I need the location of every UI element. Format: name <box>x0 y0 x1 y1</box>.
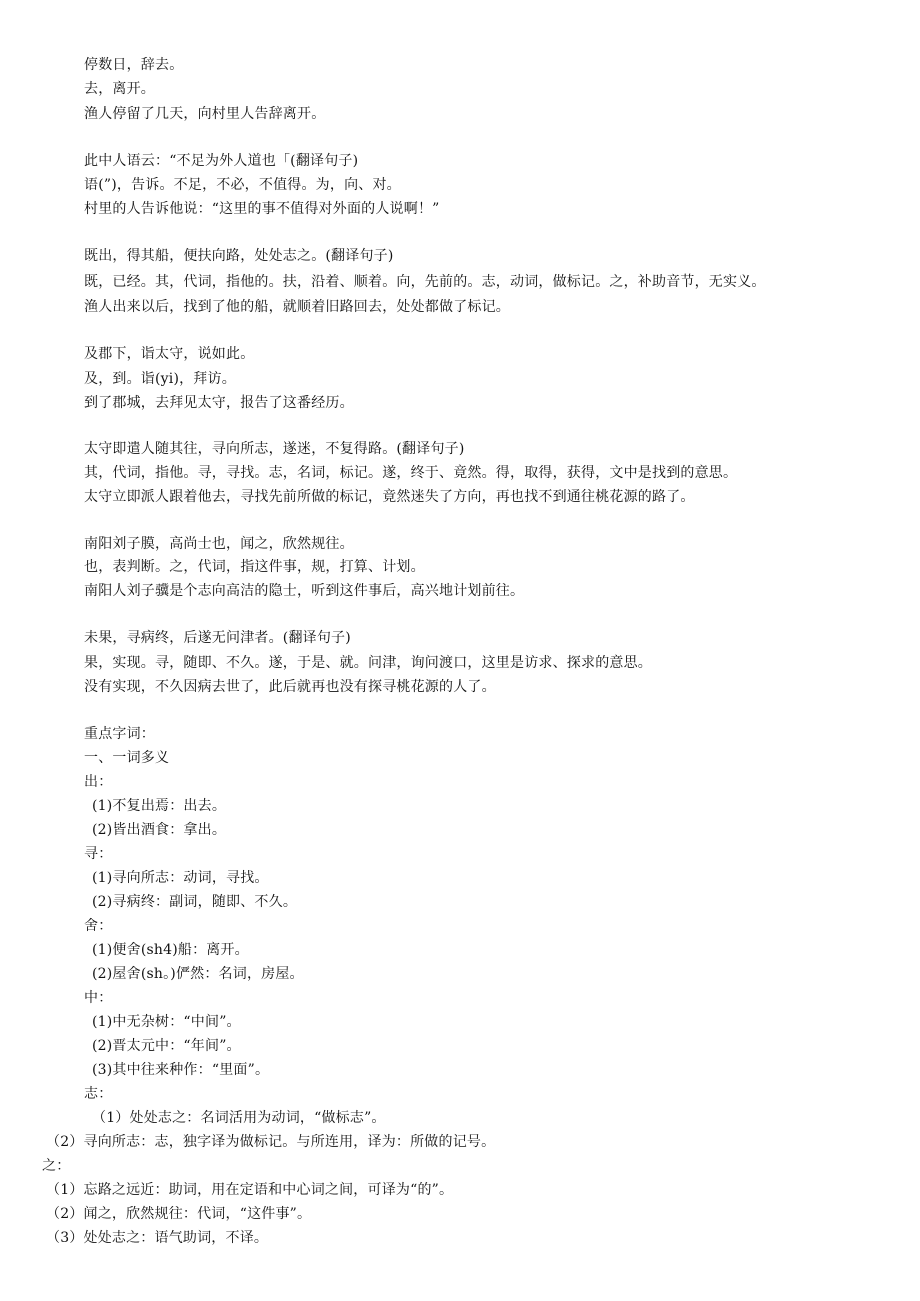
text-line: 未果，寻病终，后遂无问津者。(翻译句子) <box>84 630 351 646</box>
text-line: 没有实现，不久因病去世了，此后就再也没有探寻桃花源的人了。 <box>84 679 496 695</box>
term-heading: 中： <box>84 990 113 1006</box>
text-line: 也，表判断。之，代词，指这件事，规，打算、计划。 <box>84 559 425 575</box>
list-item: （1）处处志之：名词活用为动词，“做标志”。 <box>92 1110 386 1126</box>
text-line: 此中人语云：“不足为外人道也「(翻译句子) <box>84 153 359 169</box>
text-line: 既，已经。其，代词，指他的。扶，沿着、顺着。向，先前的。志，动词，做标记。之，补助音节，无实义。 <box>84 274 766 290</box>
list-item: (3)其中往来种作：“里面”。 <box>92 1062 270 1078</box>
term-heading: 舍： <box>84 918 113 934</box>
text-line: 既出，得其船，便扶向路，处处志之。(翻译句子) <box>84 248 394 264</box>
text-line: 南阳人刘子骥是个志向高洁的隐士，听到这件事后，高兴地计划前往。 <box>84 583 525 599</box>
list-item: （2）寻向所志：志，独字译为做标记。与所连用，译为：所做的记号。 <box>46 1134 496 1150</box>
text-line: 及郡下，诣太守，说如此。 <box>84 346 255 362</box>
list-item: (1)中无杂树：“中间”。 <box>92 1014 241 1030</box>
term-heading: 出： <box>84 774 113 790</box>
list-item: (2)寻病终：副词，随即、不久。 <box>92 894 298 910</box>
text-line: 南阳刘子膜，高尚士也，闻之，欣然规往。 <box>84 536 354 552</box>
text-line: 其，代词，指他。寻，寻找。志，名词，标记。遂，终于、竟然。得，取得，获得，文中是找到的意思。 <box>84 465 738 481</box>
text-line: 渔人停留了几天，向村里人告辞离开。 <box>84 106 326 122</box>
text-line: 及，到。诣(yi)，拜访。 <box>84 371 236 387</box>
list-item: (2)晋太元中：“年间”。 <box>92 1038 241 1054</box>
text-line: 停数日，辞去。 <box>84 57 184 73</box>
text-line: 到了郡城，去拜见太守，报告了这番经历。 <box>84 395 354 411</box>
section-heading: 一、一词多义 <box>84 750 170 766</box>
list-item: （2）闻之，欣然规往：代词，“这件事”。 <box>46 1206 312 1222</box>
list-item: （1）忘路之远近：助词，用在定语和中心词之间，可译为“的”。 <box>46 1182 454 1198</box>
text-line: 村里的人告诉他说：“这里的事不值得对外面的人说啊！” <box>84 201 440 217</box>
text-line: 太守即遣人随其往，寻向所志，遂迷，不复得路。(翻译句子) <box>84 441 465 457</box>
term-heading: 志： <box>84 1086 113 1102</box>
text-line: 果，实现。寻，随即、不久。遂，于是、就。问津，询问渡口，这里是访求、探求的意思。 <box>84 655 652 671</box>
text-line: 渔人出来以后，找到了他的船，就顺着旧路回去，处处都做了标记。 <box>84 299 510 315</box>
list-item: (2)屋舍(sh。)俨然：名词，房屋。 <box>92 966 304 982</box>
list-item: (1)便舍(sh4)船：离开。 <box>92 942 249 958</box>
term-heading: 之： <box>42 1158 71 1174</box>
list-item: (2)皆出酒食：拿出。 <box>92 822 227 838</box>
list-item: (1)寻向所志：动词，寻找。 <box>92 870 269 886</box>
list-item: (1)不复出焉：出去。 <box>92 798 227 814</box>
section-heading: 重点字词： <box>84 726 155 742</box>
term-heading: 寻： <box>84 846 113 862</box>
text-line: 语(”)，告诉。不足，不必，不值得。为，向、对。 <box>84 177 401 193</box>
list-item: （3）处处志之：语气助词，不译。 <box>46 1230 269 1246</box>
text-line: 太守立即派人跟着他去，寻找先前所做的标记，竟然迷失了方向，再也找不到通往桃花源的路了。 <box>84 489 695 505</box>
text-line: 去，离开。 <box>84 81 155 97</box>
